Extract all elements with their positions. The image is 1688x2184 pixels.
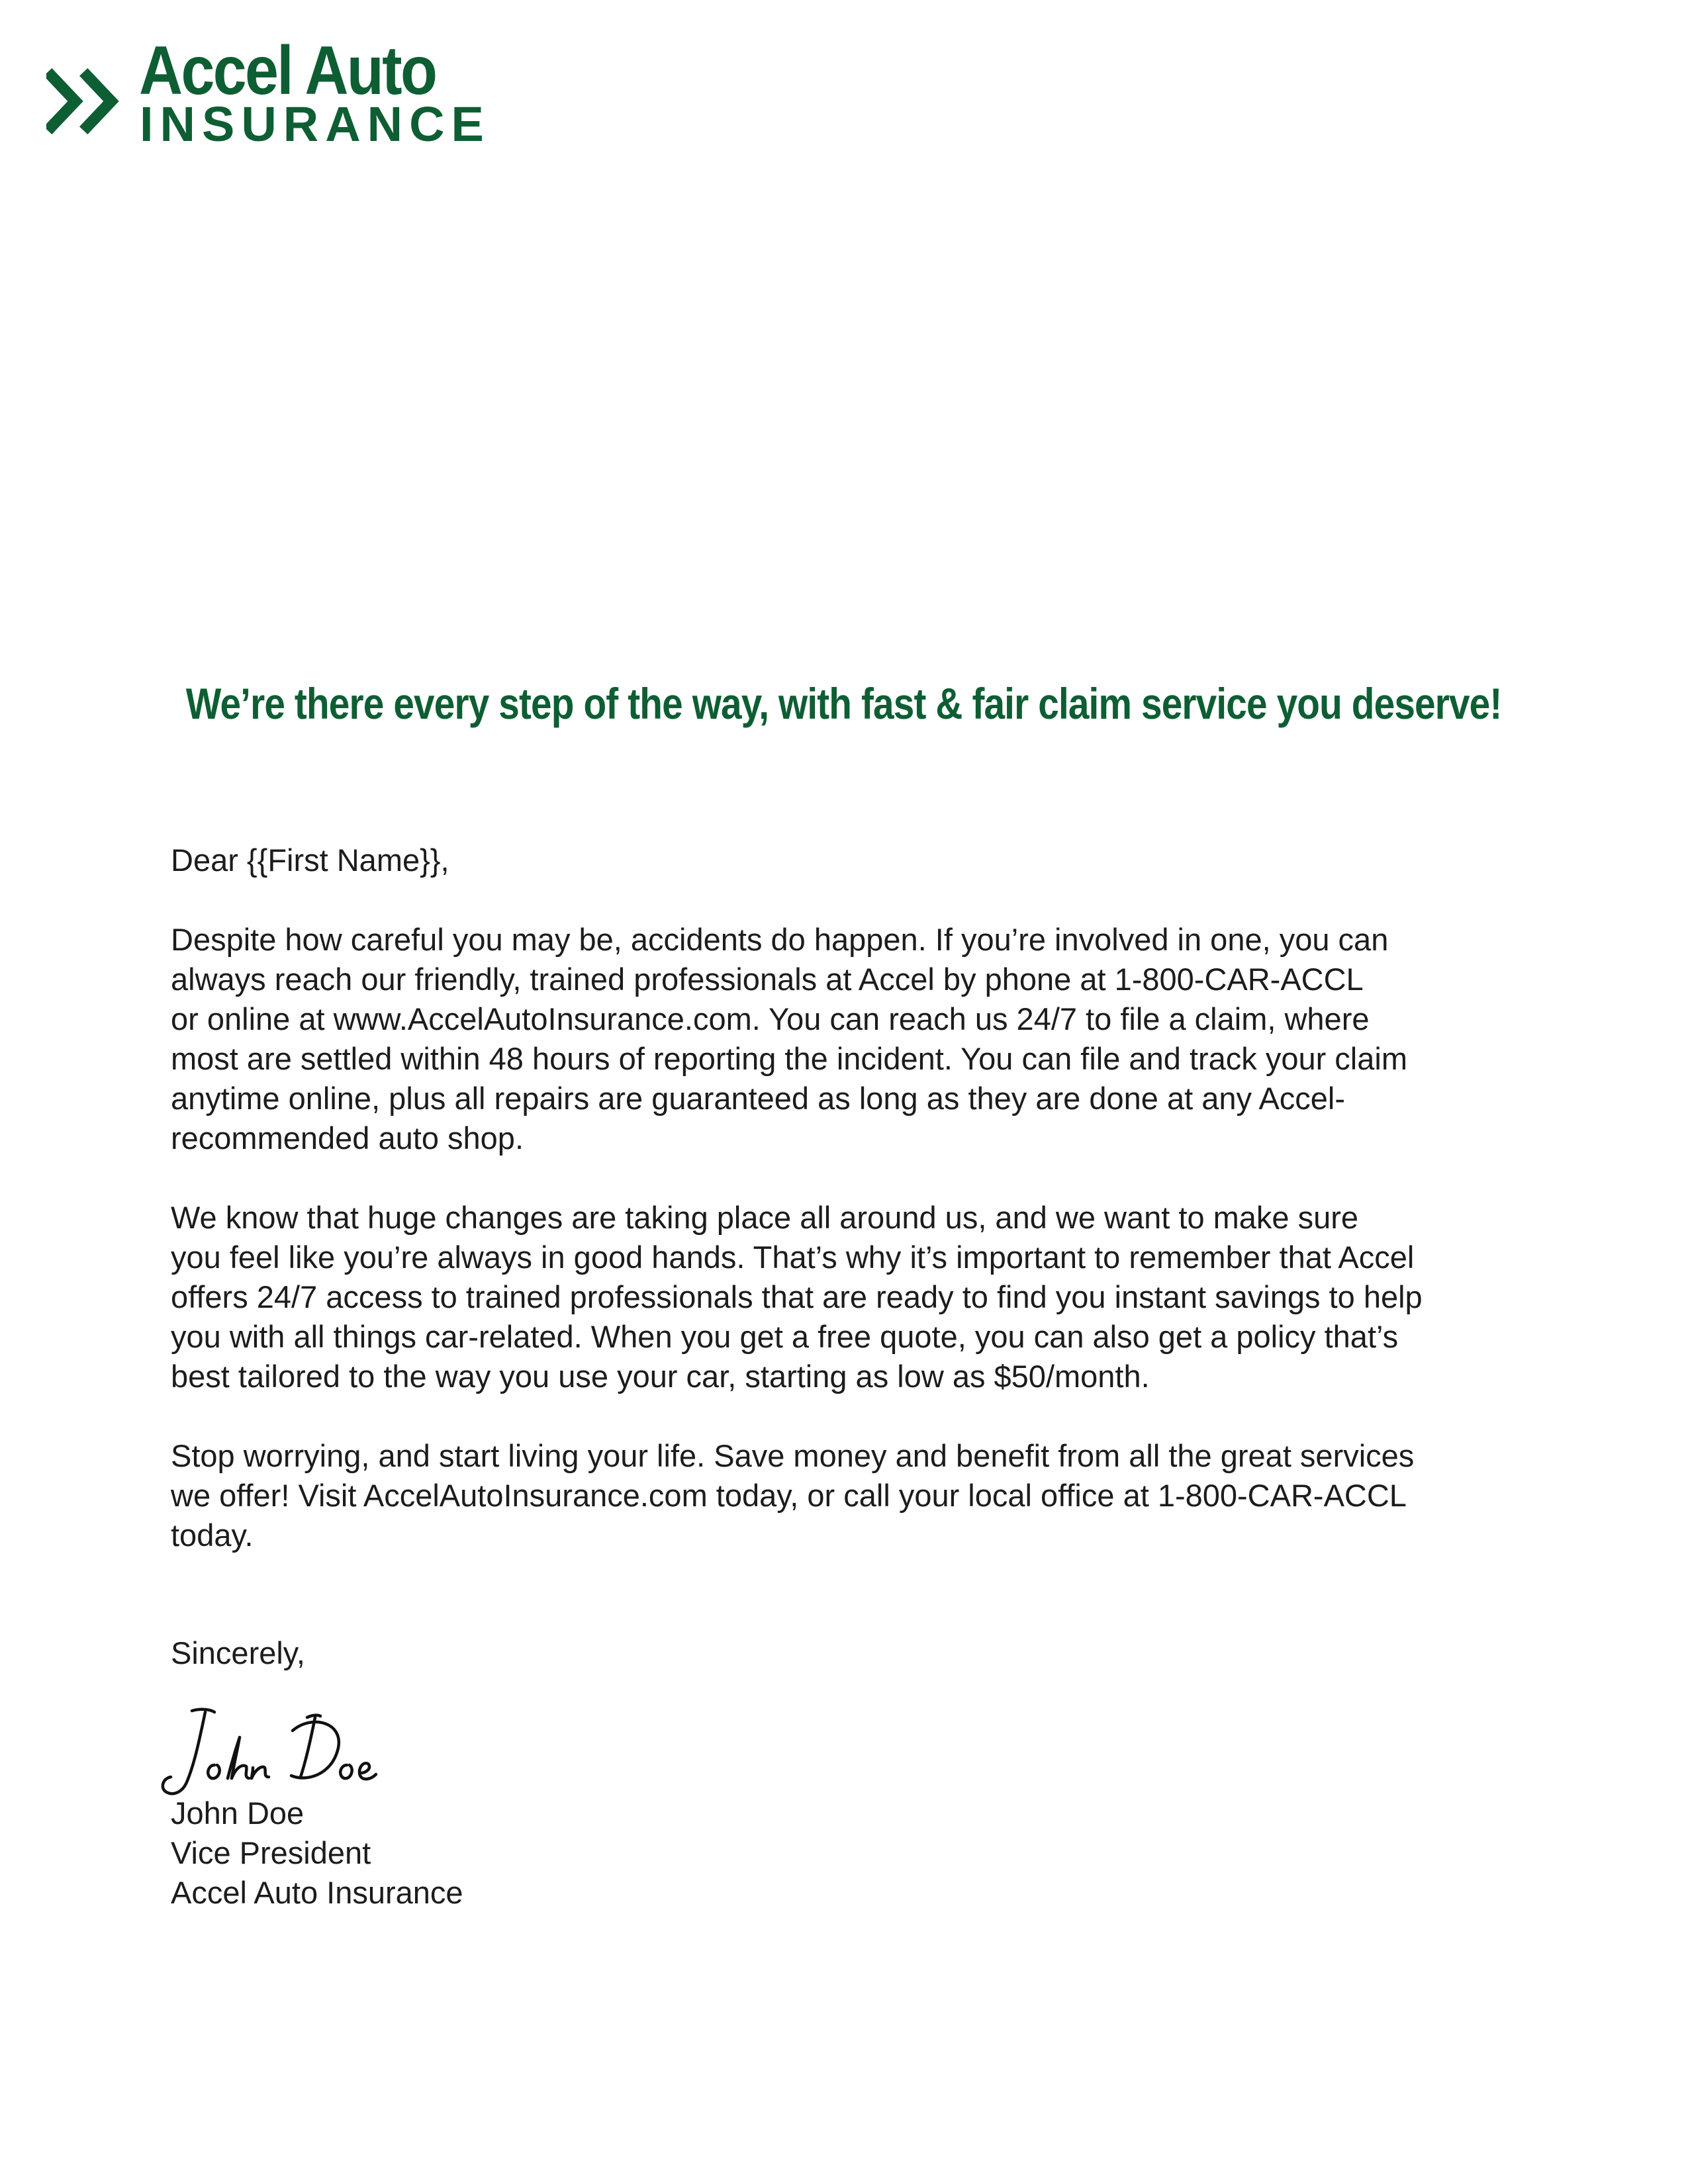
paragraph-line: Despite how careful you may be, accidents do happen. If you’re involved in one, you can [171, 922, 1389, 957]
paragraph-line: today. [171, 1518, 254, 1553]
logo-subtitle: INSURANCE [140, 97, 491, 152]
logo-wordmark: Accel Auto [139, 32, 436, 109]
letter-body [171, 841, 1548, 1595]
letter-paragraph-1 [171, 920, 1548, 1158]
paragraph-line: most are settled within 48 hours of reporting the incident. You can file and track your claim [171, 1041, 1407, 1076]
paragraph-line: always reach our friendly, trained professionals at Accel by phone at 1-800-CAR-ACCL [171, 962, 1364, 997]
paragraph-line: Stop worrying, and start living your life. Save money and benefit from all the great services [171, 1438, 1415, 1473]
paragraph-line: offers 24/7 access to trained professionals that are ready to find you instant savings to help [171, 1279, 1423, 1314]
double-chevron-icon [46, 68, 132, 134]
company-logo [46, 32, 491, 156]
handwritten-signature [154, 1704, 392, 1803]
letter-paragraph-2 [171, 1198, 1548, 1396]
signer-title: Vice President [171, 1835, 371, 1870]
paragraph-line: best tailored to the way you use your car, starting as low as $50/month. [171, 1359, 1150, 1394]
paragraph-line: recommended auto shop. [171, 1120, 524, 1156]
paragraph-line: or online at www.AccelAutoInsurance.com. You can reach us 24/7 to file a claim, where [171, 1001, 1370, 1036]
signer-block [171, 1794, 463, 1913]
headline-text: We’re there every step of the way, with fast & fair claim service you deserve! [186, 679, 1502, 728]
headline [0, 680, 1688, 728]
paragraph-line: We know that huge changes are taking place all around us, and we want to make sure [171, 1200, 1359, 1235]
signer-company: Accel Auto Insurance [171, 1875, 463, 1910]
letter-greeting: Dear {{First Name}}, [171, 842, 449, 878]
paragraph-line: we offer! Visit AccelAutoInsurance.com today, or call your local office at 1-800-CAR-ACCL [171, 1478, 1407, 1513]
paragraph-line: anytime online, plus all repairs are guaranteed as long as they are done at any Accel- [171, 1081, 1346, 1116]
letter-paragraph-3 [171, 1436, 1548, 1555]
paragraph-line: you feel like you’re always in good hands. That’s why it’s important to remember that Accel [171, 1240, 1415, 1275]
paragraph-line: you with all things car-related. When you get a free quote, you can also get a policy that’s [171, 1319, 1399, 1354]
signer-name: John Doe [171, 1796, 305, 1831]
letter-closing: Sincerely, [171, 1635, 305, 1670]
